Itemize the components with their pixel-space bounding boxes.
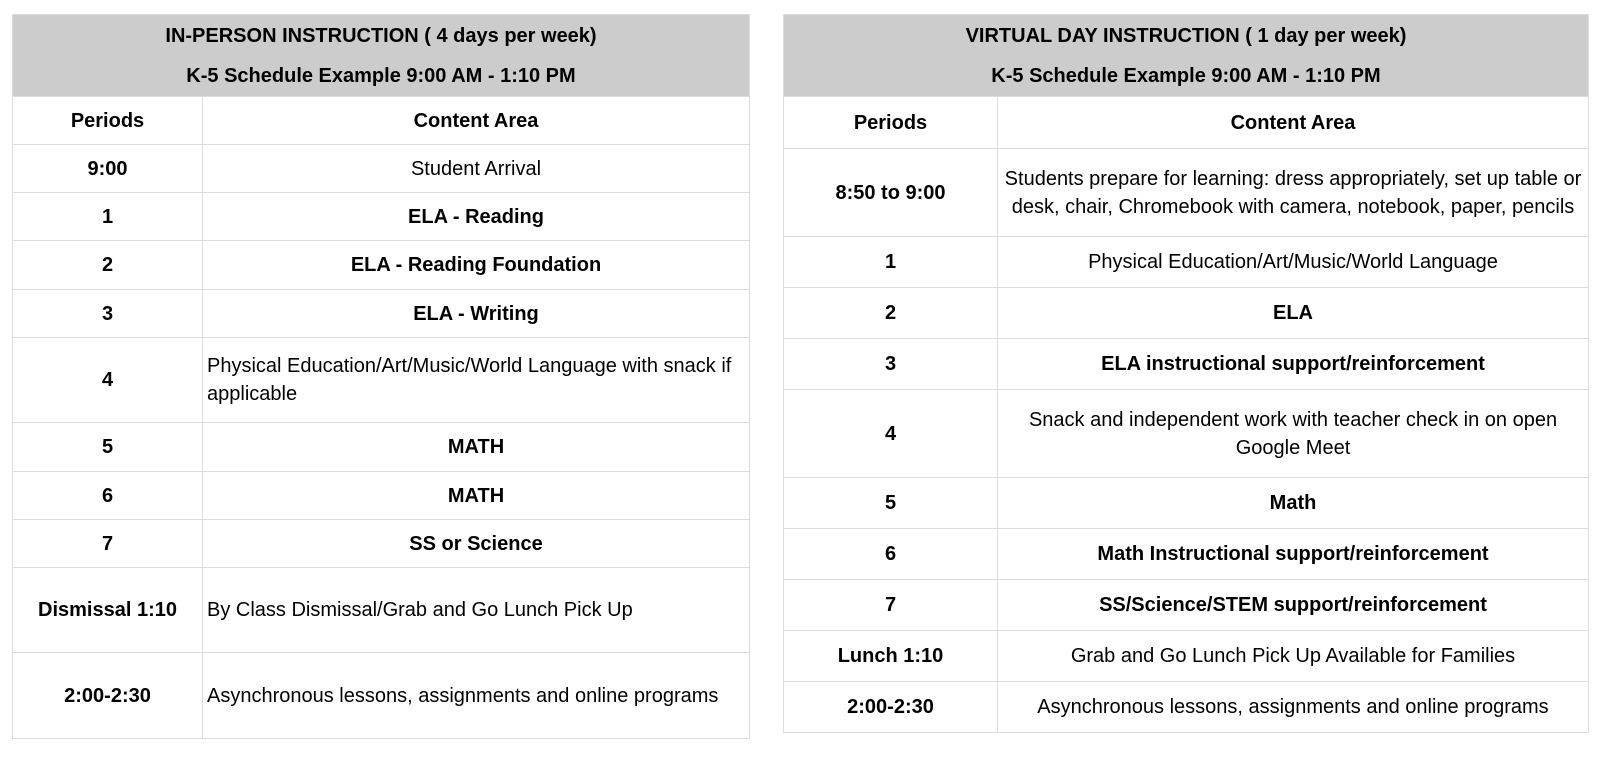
period-cell: 4: [13, 338, 203, 423]
table-row: [13, 193, 750, 241]
column-header-periods: Periods: [784, 97, 998, 149]
content-area-cell: Math: [998, 478, 1589, 529]
period-cell: 6: [784, 529, 998, 580]
table-row: [784, 149, 1589, 237]
content-area-cell: Students prepare for learning: dress appropriately, set up table or desk, chair, Chromebook with camera, notebook, paper, pencils: [998, 149, 1589, 237]
period-cell: 3: [13, 290, 203, 338]
virtual-schedule-table: [783, 14, 1589, 733]
content-area-cell: Physical Education/Art/Music/World Language: [998, 237, 1589, 288]
table-title-cell: [13, 15, 750, 97]
column-header-content-area: Content Area: [998, 97, 1589, 149]
period-cell: 5: [784, 478, 998, 529]
table-header-row: [784, 15, 1589, 97]
content-area-cell: Student Arrival: [203, 145, 750, 193]
in-person-schedule-table: [12, 14, 750, 739]
period-cell: 3: [784, 339, 998, 390]
period-cell: 2: [784, 288, 998, 339]
content-area-cell: ELA: [998, 288, 1589, 339]
content-area-cell: Asynchronous lessons, assignments and online programs: [998, 682, 1589, 733]
period-cell: 2:00-2:30: [784, 682, 998, 733]
period-cell: 5: [13, 423, 203, 472]
period-cell: 9:00: [13, 145, 203, 193]
column-header-periods: Periods: [13, 97, 203, 145]
content-area-cell: ELA - Reading Foundation: [203, 241, 750, 290]
table-row: [784, 478, 1589, 529]
content-area-cell: ELA instructional support/reinforcement: [998, 339, 1589, 390]
period-cell: 8:50 to 9:00: [784, 149, 998, 237]
table-row: [13, 290, 750, 338]
content-area-cell: SS/Science/STEM support/reinforcement: [998, 580, 1589, 631]
table-row: [13, 472, 750, 520]
content-area-cell: ELA - Reading: [203, 193, 750, 241]
content-area-cell: ELA - Writing: [203, 290, 750, 338]
table-title: VIRTUAL DAY INSTRUCTION ( 1 day per week): [965, 24, 1407, 47]
content-area-cell: Asynchronous lessons, assignments and online programs: [203, 653, 750, 739]
content-area-cell: Grab and Go Lunch Pick Up Available for Families: [998, 631, 1589, 682]
column-header-content-area: Content Area: [203, 97, 750, 145]
table-subtitle: K-5 Schedule Example 9:00 AM - 1:10 PM: [186, 64, 576, 87]
period-cell: 7: [784, 580, 998, 631]
table-title-cell: [784, 15, 1589, 97]
column-header-row: [13, 97, 750, 145]
table-row: [13, 338, 750, 423]
period-cell: Dismissal 1:10: [13, 568, 203, 653]
table-header-row: [13, 15, 750, 97]
table-row: [13, 653, 750, 739]
period-cell: 2: [13, 241, 203, 290]
content-area-cell: Math Instructional support/reinforcement: [998, 529, 1589, 580]
content-area-cell: MATH: [203, 472, 750, 520]
period-cell: Lunch 1:10: [784, 631, 998, 682]
table-row: [784, 529, 1589, 580]
period-cell: 2:00-2:30: [13, 653, 203, 739]
period-cell: 6: [13, 472, 203, 520]
table-title: IN-PERSON INSTRUCTION ( 4 days per week): [165, 24, 597, 47]
table-row: [13, 145, 750, 193]
content-area-cell: Physical Education/Art/Music/World Language with snack if applicable: [203, 338, 750, 423]
table-row: [784, 288, 1589, 339]
content-area-cell: Snack and independent work with teacher check in on open Google Meet: [998, 390, 1589, 478]
table-row: [784, 237, 1589, 288]
period-cell: 4: [784, 390, 998, 478]
table-row: [13, 241, 750, 290]
table-row: [784, 631, 1589, 682]
period-cell: 1: [784, 237, 998, 288]
table-row: [13, 520, 750, 568]
column-header-row: [784, 97, 1589, 149]
content-area-cell: MATH: [203, 423, 750, 472]
table-row: [13, 568, 750, 653]
table-row: [13, 423, 750, 472]
content-area-cell: SS or Science: [203, 520, 750, 568]
table-subtitle: K-5 Schedule Example 9:00 AM - 1:10 PM: [991, 64, 1381, 87]
table-row: [784, 390, 1589, 478]
content-area-cell: By Class Dismissal/Grab and Go Lunch Pick Up: [203, 568, 750, 653]
table-row: [784, 682, 1589, 733]
period-cell: 1: [13, 193, 203, 241]
table-row: [784, 580, 1589, 631]
period-cell: 7: [13, 520, 203, 568]
table-row: [784, 339, 1589, 390]
